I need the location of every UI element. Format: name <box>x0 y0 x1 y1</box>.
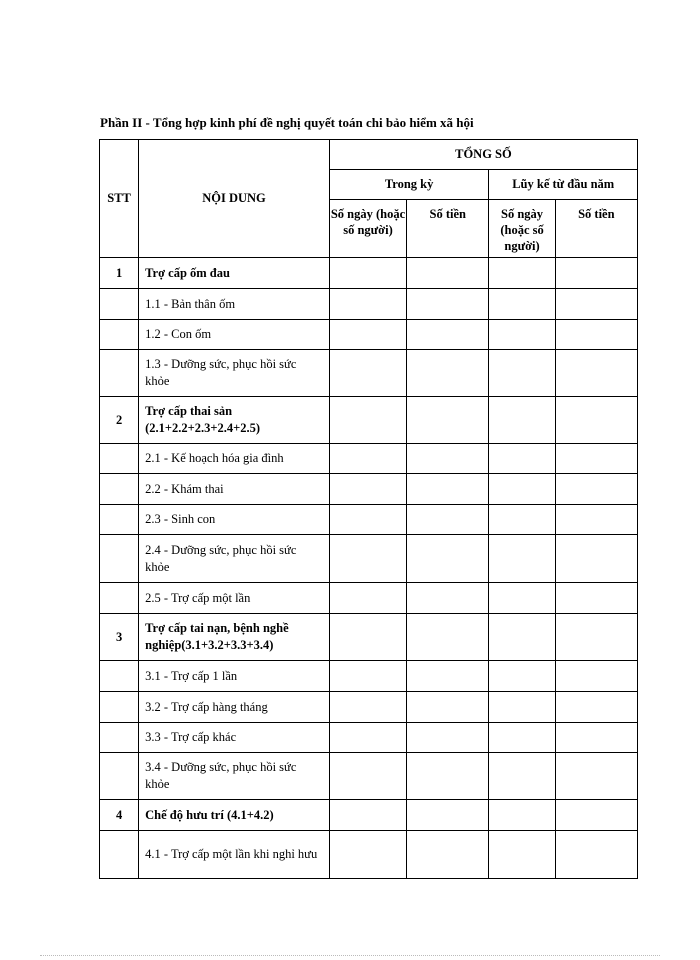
value-cell <box>489 535 555 583</box>
table-row <box>100 505 638 535</box>
value-cell <box>407 831 489 879</box>
header-noi-dung: NỘI DUNG <box>139 140 330 258</box>
value-cell <box>489 831 555 879</box>
row-content: 4.1 - Trợ cấp một lần khi nghỉ hưu <box>139 831 330 879</box>
row-content: Chế độ hưu trí (4.1+4.2) <box>139 800 330 831</box>
value-cell <box>555 444 637 474</box>
value-cell <box>329 800 406 831</box>
value-cell <box>555 258 637 289</box>
row-content: 3.4 - Dưỡng sức, phục hồi sức khỏe <box>139 753 330 800</box>
row-content: 3.3 - Trợ cấp khác <box>139 723 330 753</box>
value-cell <box>329 320 406 350</box>
row-stt: 2 <box>100 397 139 444</box>
value-cell <box>555 289 637 320</box>
table-row <box>100 800 638 831</box>
value-cell <box>329 723 406 753</box>
row-content: 1.3 - Dưỡng sức, phục hồi sức khỏe <box>139 350 330 397</box>
value-cell <box>329 661 406 692</box>
row-content: 2.5 - Trợ cấp một lần <box>139 583 330 614</box>
row-content: 2.4 - Dưỡng sức, phục hồi sức khỏe <box>139 535 330 583</box>
table-row <box>100 723 638 753</box>
value-cell <box>329 692 406 723</box>
header-so-ngay-luy-ke: Số ngày (hoặc số người) <box>489 200 555 258</box>
value-cell <box>555 831 637 879</box>
table-row <box>100 535 638 583</box>
row-content: Trợ cấp thai sản (2.1+2.2+2.3+2.4+2.5) <box>139 397 330 444</box>
value-cell <box>489 753 555 800</box>
value-cell <box>489 474 555 505</box>
value-cell <box>407 444 489 474</box>
value-cell <box>407 474 489 505</box>
value-cell <box>489 397 555 444</box>
table-body <box>100 258 638 879</box>
value-cell <box>329 444 406 474</box>
header-luy-ke: Lũy kế từ đầu năm <box>489 170 638 200</box>
value-cell <box>555 692 637 723</box>
value-cell <box>407 753 489 800</box>
value-cell <box>489 800 555 831</box>
table-row <box>100 350 638 397</box>
value-cell <box>329 505 406 535</box>
table-row <box>100 692 638 723</box>
value-cell <box>329 474 406 505</box>
row-content: 2.2 - Khám thai <box>139 474 330 505</box>
settlement-table <box>99 139 638 879</box>
row-stt: 4 <box>100 800 139 831</box>
row-stt <box>100 723 139 753</box>
value-cell <box>555 800 637 831</box>
header-trong-ky: Trong kỳ <box>329 170 489 200</box>
table-row <box>100 258 638 289</box>
value-cell <box>555 753 637 800</box>
row-content: Trợ cấp tai nạn, bệnh nghề nghiệp(3.1+3.2+3.3+3.4) <box>139 614 330 661</box>
row-stt <box>100 535 139 583</box>
value-cell <box>407 289 489 320</box>
value-cell <box>489 692 555 723</box>
table-row <box>100 661 638 692</box>
value-cell <box>407 614 489 661</box>
table-row <box>100 289 638 320</box>
value-cell <box>329 397 406 444</box>
table-row <box>100 831 638 879</box>
row-stt <box>100 583 139 614</box>
row-stt <box>100 289 139 320</box>
value-cell <box>489 583 555 614</box>
row-stt <box>100 753 139 800</box>
row-stt <box>100 350 139 397</box>
row-content: 1.2 - Con ốm <box>139 320 330 350</box>
row-stt <box>100 692 139 723</box>
section-title: Phần II - Tổng hợp kinh phí đề nghị quyết toán chi bảo hiểm xã hội <box>100 115 474 130</box>
value-cell <box>407 583 489 614</box>
row-stt <box>100 505 139 535</box>
row-stt <box>100 831 139 879</box>
value-cell <box>489 723 555 753</box>
value-cell <box>407 800 489 831</box>
row-stt <box>100 320 139 350</box>
value-cell <box>407 692 489 723</box>
row-stt <box>100 474 139 505</box>
table-row <box>100 753 638 800</box>
value-cell <box>489 320 555 350</box>
value-cell <box>329 753 406 800</box>
page-bottom-divider <box>40 955 660 956</box>
row-stt: 3 <box>100 614 139 661</box>
value-cell <box>407 723 489 753</box>
value-cell <box>407 320 489 350</box>
row-content: 3.1 - Trợ cấp 1 lần <box>139 661 330 692</box>
row-content: 1.1 - Bản thân ốm <box>139 289 330 320</box>
value-cell <box>555 535 637 583</box>
value-cell <box>489 444 555 474</box>
table-row <box>100 320 638 350</box>
row-content: 2.1 - Kế hoạch hóa gia đình <box>139 444 330 474</box>
header-so-tien-trong-ky: Số tiền <box>407 200 489 258</box>
value-cell <box>329 289 406 320</box>
value-cell <box>555 583 637 614</box>
row-stt: 1 <box>100 258 139 289</box>
value-cell <box>407 661 489 692</box>
value-cell <box>407 258 489 289</box>
value-cell <box>489 661 555 692</box>
value-cell <box>555 505 637 535</box>
value-cell <box>555 723 637 753</box>
value-cell <box>329 350 406 397</box>
header-so-ngay-trong-ky: Số ngày (hoặc số người) <box>329 200 406 258</box>
value-cell <box>489 505 555 535</box>
value-cell <box>329 535 406 583</box>
table-row <box>100 444 638 474</box>
value-cell <box>489 350 555 397</box>
table-row <box>100 614 638 661</box>
value-cell <box>329 831 406 879</box>
row-stt <box>100 444 139 474</box>
row-content: 2.3 - Sinh con <box>139 505 330 535</box>
value-cell <box>407 505 489 535</box>
value-cell <box>329 583 406 614</box>
header-so-tien-luy-ke: Số tiền <box>555 200 637 258</box>
header-stt: STT <box>100 140 139 258</box>
value-cell <box>489 258 555 289</box>
value-cell <box>407 535 489 583</box>
value-cell <box>555 474 637 505</box>
value-cell <box>555 320 637 350</box>
value-cell <box>489 614 555 661</box>
value-cell <box>329 258 406 289</box>
row-stt <box>100 661 139 692</box>
row-content: Trợ cấp ốm đau <box>139 258 330 289</box>
table-row <box>100 474 638 505</box>
value-cell <box>407 397 489 444</box>
value-cell <box>555 661 637 692</box>
row-content: 3.2 - Trợ cấp hàng tháng <box>139 692 330 723</box>
value-cell <box>329 614 406 661</box>
table-row <box>100 397 638 444</box>
value-cell <box>555 397 637 444</box>
value-cell <box>407 350 489 397</box>
value-cell <box>489 289 555 320</box>
value-cell <box>555 350 637 397</box>
table-row <box>100 583 638 614</box>
value-cell <box>555 614 637 661</box>
header-tong-so: TỔNG SỐ <box>329 140 637 170</box>
